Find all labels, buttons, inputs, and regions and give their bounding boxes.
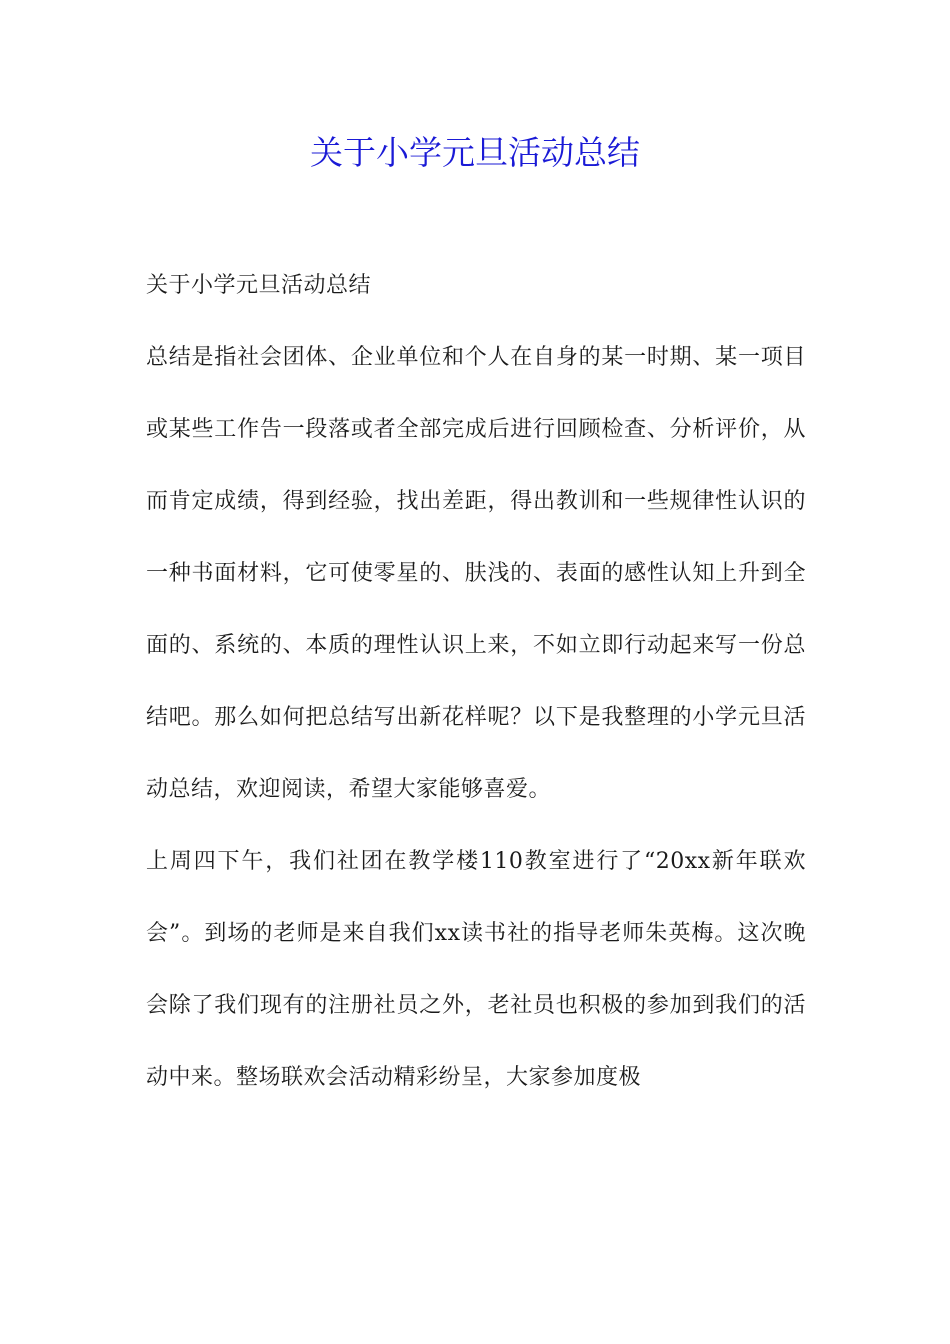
document-body (146, 250, 806, 1114)
paragraph-event: 上周四下午，我们社团在教学楼110教室进行了“20xx新年联欢会”。到场的老师是来自我们xx读书社的指导老师朱英梅。这次晚会除了我们现有的注册社员之外，老社员也积极的参加到我们的活动中来。整场联欢会活动精彩纷呈，大家参加度极 (146, 849, 806, 1090)
paragraph-subtitle: 关于小学元旦活动总结 (146, 273, 372, 298)
document-title: 关于小学元旦活动总结 (310, 133, 640, 172)
paragraph-intro: 总结是指社会团体、企业单位和个人在自身的某一时期、某一项目或某些工作告一段落或者全部完成后进行回顾检查、分析评价，从而肯定成绩，得到经验，找出差距，得出教训和一些规律性认识的一种书面材料，它可使零星的、肤浅的、表面的感性认知上升到全面的、系统的、本质的理性认识上来，不如立即行动起来写一份总结吧。那么如何把总结写出新花样呢？以下是我整理的小学元旦活动总结，欢迎阅读，希望大家能够喜爱。 (146, 345, 806, 802)
